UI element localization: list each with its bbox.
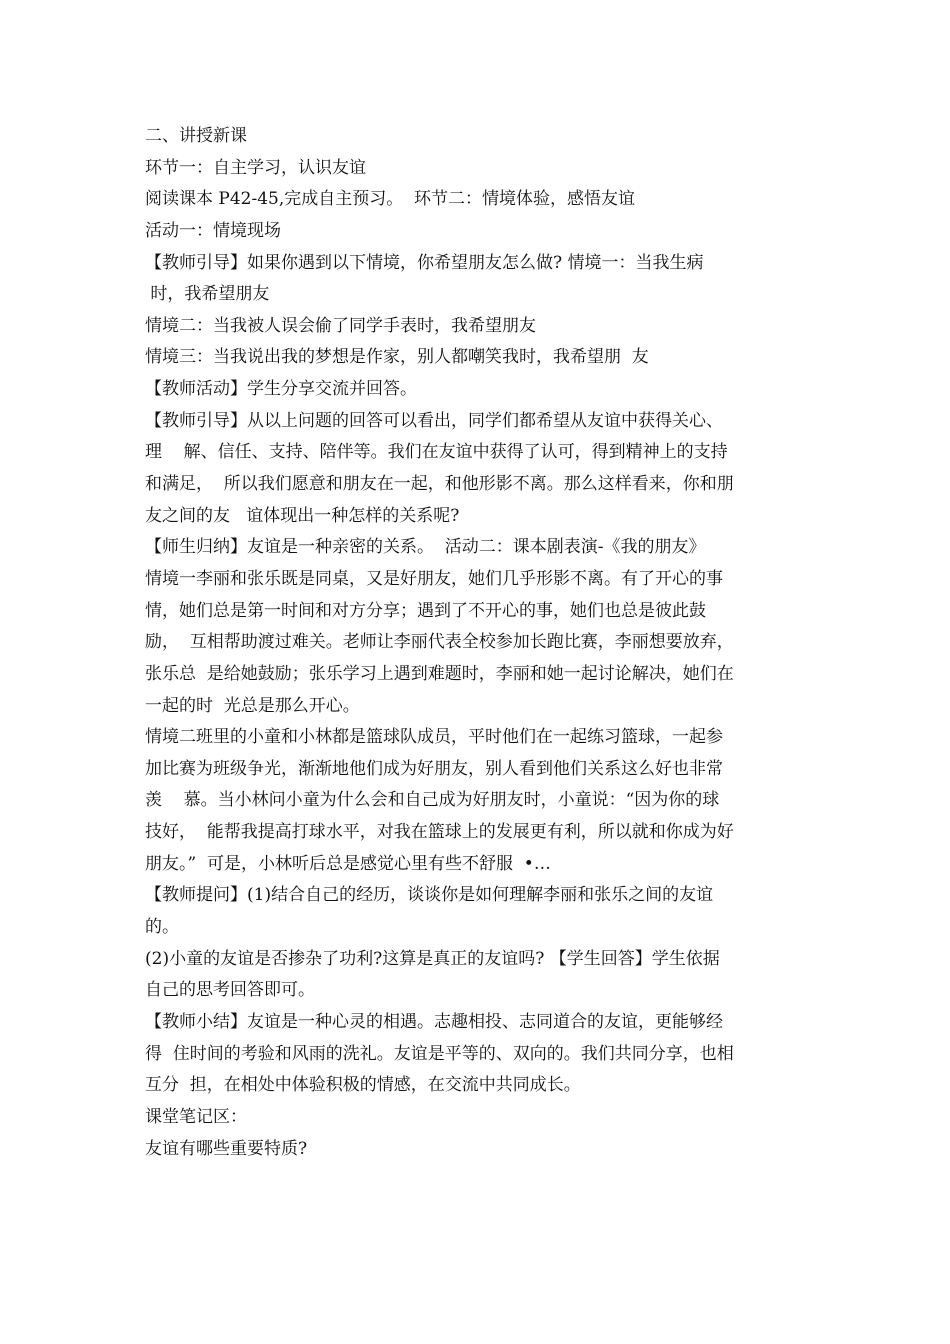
text-line: 羡 慕。当小林问小童为什么会和自己成为好朋友时，小童说：“因为你的球 <box>145 790 720 811</box>
text-line: 加比赛为班级争光，渐渐地他们成为好朋友，别人看到他们关系这么好也非常 <box>145 758 723 779</box>
text-line: 情境二：当我被人误会偷了同学手表时，我希望朋友 <box>145 315 536 336</box>
text-line: 理 解、信任、支持、陪伴等。我们在友谊中获得了认可，得到精神上的支持 <box>145 442 728 463</box>
text-line: 情境三：当我说出我的梦想是作家，别人都嘲笑我时，我希望朋 友 <box>145 347 649 368</box>
document-page <box>145 121 810 1165</box>
text-line: 互分 担，在相处中体验积极的情感，在交流中共同成长。 <box>145 1075 581 1096</box>
text-line: 朋友。” 可是，小林听后总是感觉心里有些不舒服 •… <box>145 853 551 874</box>
text-line: 【教师小结】友谊是一种心灵的相遇。志趣相投、志同道合的友谊，更能够经 <box>145 1011 723 1032</box>
text-line: 阅读课本 P42-45,完成自主预习。 环节二：情境体验，感悟友谊 <box>145 189 636 210</box>
text-line: 【教师提问】(1)结合自己的经历，谈谈你是如何理解李丽和张乐之间的友谊 <box>145 885 714 906</box>
section-heading: 二、讲授新课 <box>145 126 247 146</box>
stage-one-heading: 环节一：自主学习，认识友谊 <box>145 157 366 178</box>
activity-one-heading: 活动一：情境现场 <box>145 220 281 241</box>
text-line: 张乐总 是给她鼓励；张乐学习上遇到难题时，李丽和她一起讨论解决，她们在 <box>145 663 734 684</box>
text-line: 【教师活动】学生分享交流并回答。 <box>145 379 417 400</box>
text-line: 情，她们总是第一时间和对方分享；遇到了不开心的事，她们也总是彼此鼓 <box>145 600 706 621</box>
text-line: 情境一李丽和张乐既是同桌，又是好朋友，她们几乎形影不离。有了开心的事 <box>145 568 723 589</box>
text-line: 友之间的友 谊体现出一种怎样的关系呢? <box>145 505 460 526</box>
text-line: 技好， 能帮我提高打球水平，对我在篮球上的发展更有利，所以就和你成为好 <box>145 822 734 843</box>
notes-heading: 课堂笔记区： <box>145 1106 247 1127</box>
text-line: 时，我希望朋友 <box>145 284 270 305</box>
text-line: 励， 互相帮助渡过难关。老师让李丽代表全校参加长跑比赛，李丽想要放弃， <box>145 632 734 653</box>
text-line: 一起的时 光总是那么开心。 <box>145 695 360 716</box>
text-line: 【教师引导】从以上问题的回答可以看出，同学们都希望从友谊中获得关心、 <box>145 410 723 431</box>
text-line: 和满足， 所以我们愿意和朋友在一起，和他形影不离。那么这样看来，你和朋 <box>145 474 734 495</box>
text-line: 自己的思考回答即可。 <box>145 980 315 1001</box>
text-line: 得 住时间的考验和风雨的洗礼。友谊是平等的、双向的。我们共同分享，也相 <box>145 1043 734 1064</box>
text-line: 的。 <box>145 917 179 938</box>
text-line: (2)小童的友谊是否掺杂了功利?这算是真正的友谊吗? 【学生回答】学生依据 <box>145 948 720 969</box>
text-line: 情境二班里的小童和小林都是篮球队成员，平时他们在一起练习篮球，一起参 <box>145 727 723 748</box>
text-line: 【教师引导】如果你遇到以下情境，你希望朋友怎么做? 情境一：当我生病 <box>145 252 704 273</box>
text-line: 【师生归纳】友谊是一种亲密的关系。 活动二：课本剧表演-《我的朋友》 <box>145 537 706 558</box>
notes-question: 友谊有哪些重要特质? <box>145 1138 308 1159</box>
